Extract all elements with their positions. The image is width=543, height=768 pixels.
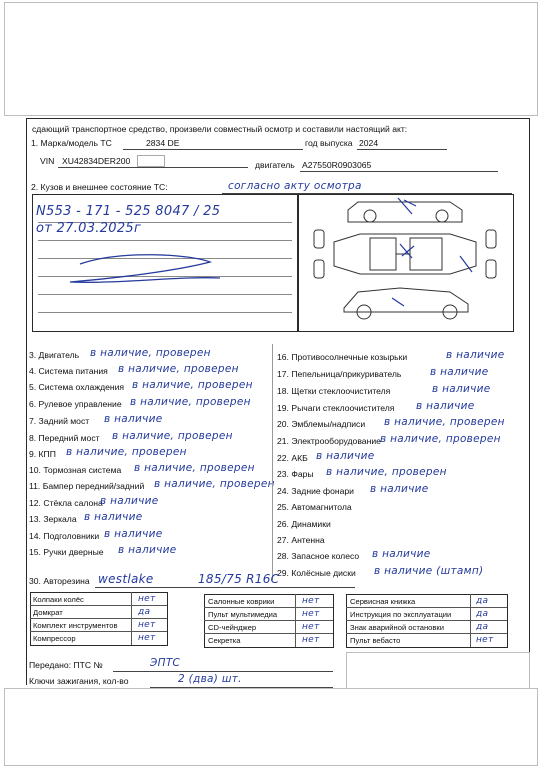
t1-label-1: Колпаки колёс	[33, 595, 84, 604]
year-value: 2024	[359, 138, 379, 148]
note-line-2	[38, 240, 292, 241]
redacted-signature-area	[346, 652, 530, 690]
item-29-value: в наличие (штамп)	[374, 565, 484, 577]
engine-line	[300, 171, 498, 172]
make-model-line	[123, 149, 303, 150]
redacted-header	[4, 2, 538, 116]
pts-line	[113, 671, 333, 672]
item-21-label: 21. Электрооборудование	[277, 436, 381, 446]
item-19-label: 19. Рычаги стеклоочистителя	[277, 403, 395, 413]
item-22-label: 22. АКБ	[277, 453, 308, 463]
tires-brand: westlake	[98, 572, 154, 586]
item-18-label: 18. Щетки стеклоочистителя	[277, 386, 391, 396]
tires-line	[95, 587, 355, 588]
t3-label-4: Пульт вебасто	[350, 636, 401, 645]
item-16-value: в наличие	[446, 349, 505, 361]
t3-col-sep	[470, 594, 471, 647]
item-4-value: в наличие, проверен	[118, 363, 239, 375]
item-6-value: в наличие, проверен	[130, 396, 251, 408]
t1-label-3: Комплект инструментов	[33, 621, 118, 630]
t2-label-3: CD-чейнджер	[208, 623, 257, 632]
item-4-label: 4. Система питания	[29, 366, 108, 376]
t2-value-4: нет	[302, 635, 320, 645]
item-18-value: в наличие	[432, 383, 491, 395]
tires-size: 185/75 R16C	[198, 572, 280, 586]
body-hand-line-2: от 27.03.2025г	[36, 221, 142, 236]
item-19-value: в наличие	[416, 400, 475, 412]
item-7-label: 7. Задний мост	[29, 416, 90, 426]
t1-label-4: Компрессор	[33, 634, 76, 643]
item-8-label: 8. Передний мост	[29, 433, 100, 443]
t3-label-2: Инструкция по эксплуатации	[350, 610, 452, 619]
t1-value-4: нет	[138, 633, 156, 643]
item-28-label: 28. Запасное колесо	[277, 551, 360, 561]
vin-label: VIN	[40, 156, 55, 166]
item-29-label: 29. Колёсные диски	[277, 568, 356, 578]
item-9-value: в наличие, проверен	[66, 446, 187, 458]
item-10-value: в наличие, проверен	[134, 462, 255, 474]
t3-value-2: да	[476, 609, 489, 619]
item-6-label: 6. Рулевое управление	[29, 399, 122, 409]
item-3-label: 3. Двигатель	[29, 350, 80, 360]
t2-label-1: Салонные коврики	[208, 597, 275, 606]
make-model-label: 1. Марка/модель ТС	[31, 138, 112, 148]
redacted-footer	[4, 688, 538, 766]
item-11-value: в наличие, проверен	[154, 478, 275, 490]
item-11-label: 11. Бампер передний/задний	[29, 481, 145, 491]
t2-label-2: Пульт мультимедиа	[208, 610, 278, 619]
item-23-value: в наличие, проверен	[326, 466, 447, 478]
item-26-label: 26. Динамики	[277, 519, 331, 529]
t2-label-4: Секретка	[208, 636, 241, 645]
columns-divider	[272, 344, 273, 580]
t1-label-2: Домкрат	[33, 608, 63, 617]
item-8-value: в наличие, проверен	[112, 430, 233, 442]
item-20-value: в наличие, проверен	[384, 416, 505, 428]
t2-col-sep	[295, 594, 296, 647]
t3-value-3: да	[476, 622, 489, 632]
car-diagram	[300, 196, 510, 328]
vin-redaction	[137, 155, 165, 167]
t3-label-1: Сервисная книжка	[350, 597, 416, 606]
t3-label-3: Знак аварийной остановки	[350, 623, 444, 632]
item-20-label: 20. Эмблемы/надписи	[277, 419, 366, 429]
t1-col-sep	[131, 592, 132, 645]
item-21-value: в наличие, проверен	[380, 433, 501, 445]
item-14-value: в наличие	[104, 528, 163, 540]
item-17-label: 17. Пепельница/прикуриватель	[277, 369, 402, 379]
body-section-label: 2. Кузов и внешнее состояние ТС:	[31, 182, 168, 192]
vin-line	[58, 167, 248, 168]
t1-value-1: нет	[138, 594, 156, 604]
item-25-label: 25. Автомагнитола	[277, 502, 352, 512]
make-model-value: 2834 DE	[146, 138, 180, 148]
body-section-value: согласно акту осмотра	[228, 180, 362, 192]
item-3-value: в наличие, проверен	[90, 347, 211, 359]
item-28-value: в наличие	[372, 548, 431, 560]
item-24-label: 24. Задние фонари	[277, 486, 354, 496]
intro-text: сдающий транспортное средство, произвели совместный осмотр и составили настоящий акт:	[32, 124, 408, 134]
item-12-label: 12. Стёкла салона	[29, 498, 103, 508]
item-27-label: 27. Антенна	[277, 535, 325, 545]
item-23-label: 23. Фары	[277, 469, 314, 479]
t1-value-2: да	[138, 607, 151, 617]
item-13-value: в наличие	[84, 511, 143, 523]
t2-value-1: нет	[302, 596, 320, 606]
t2-value-3: нет	[302, 622, 320, 632]
item-9-label: 9. КПП	[29, 449, 56, 459]
vin-value: XU42834DER200	[62, 156, 131, 166]
item-13-label: 13. Зеркала	[29, 514, 77, 524]
year-label: год выпуска	[305, 138, 353, 148]
item-7-value: в наличие	[104, 413, 163, 425]
item-14-label: 14. Подголовники	[29, 531, 100, 541]
t2-value-2: нет	[302, 609, 320, 619]
t3-value-4: нет	[476, 635, 494, 645]
engine-value: A27550R0903065	[302, 160, 372, 170]
item-10-label: 10. Тормозная система	[29, 465, 122, 475]
keys-label: Ключи зажигания, кол-во	[29, 676, 129, 686]
item-22-value: в наличие	[316, 450, 375, 462]
item-16-label: 16. Противосолнечные козырьки	[277, 352, 408, 362]
tires-label: 30. Авторезина	[29, 576, 90, 586]
note-line-5	[38, 294, 292, 295]
strike-scribble	[60, 248, 230, 288]
item-5-label: 5. Система охлаждения	[29, 382, 125, 392]
engine-label: двигатель	[255, 160, 295, 170]
item-15-value: в наличие	[118, 544, 177, 556]
pts-label: Передано: ПТС №	[29, 660, 103, 670]
t1-value-3: нет	[138, 620, 156, 630]
note-line-6	[38, 312, 292, 313]
item-15-label: 15. Ручки дверные	[29, 547, 104, 557]
item-12-value: в наличие	[100, 495, 159, 507]
item-24-value: в наличие	[370, 483, 429, 495]
item-5-value: в наличие, проверен	[132, 379, 253, 391]
keys-value: 2 (два) шт.	[178, 673, 242, 685]
body-hand-line-1: N553 - 171 - 525 8047 / 25	[36, 204, 221, 219]
item-17-value: в наличие	[430, 366, 489, 378]
t3-value-1: да	[476, 596, 489, 606]
pts-value: ЭПТС	[150, 657, 181, 669]
year-line	[357, 149, 447, 150]
